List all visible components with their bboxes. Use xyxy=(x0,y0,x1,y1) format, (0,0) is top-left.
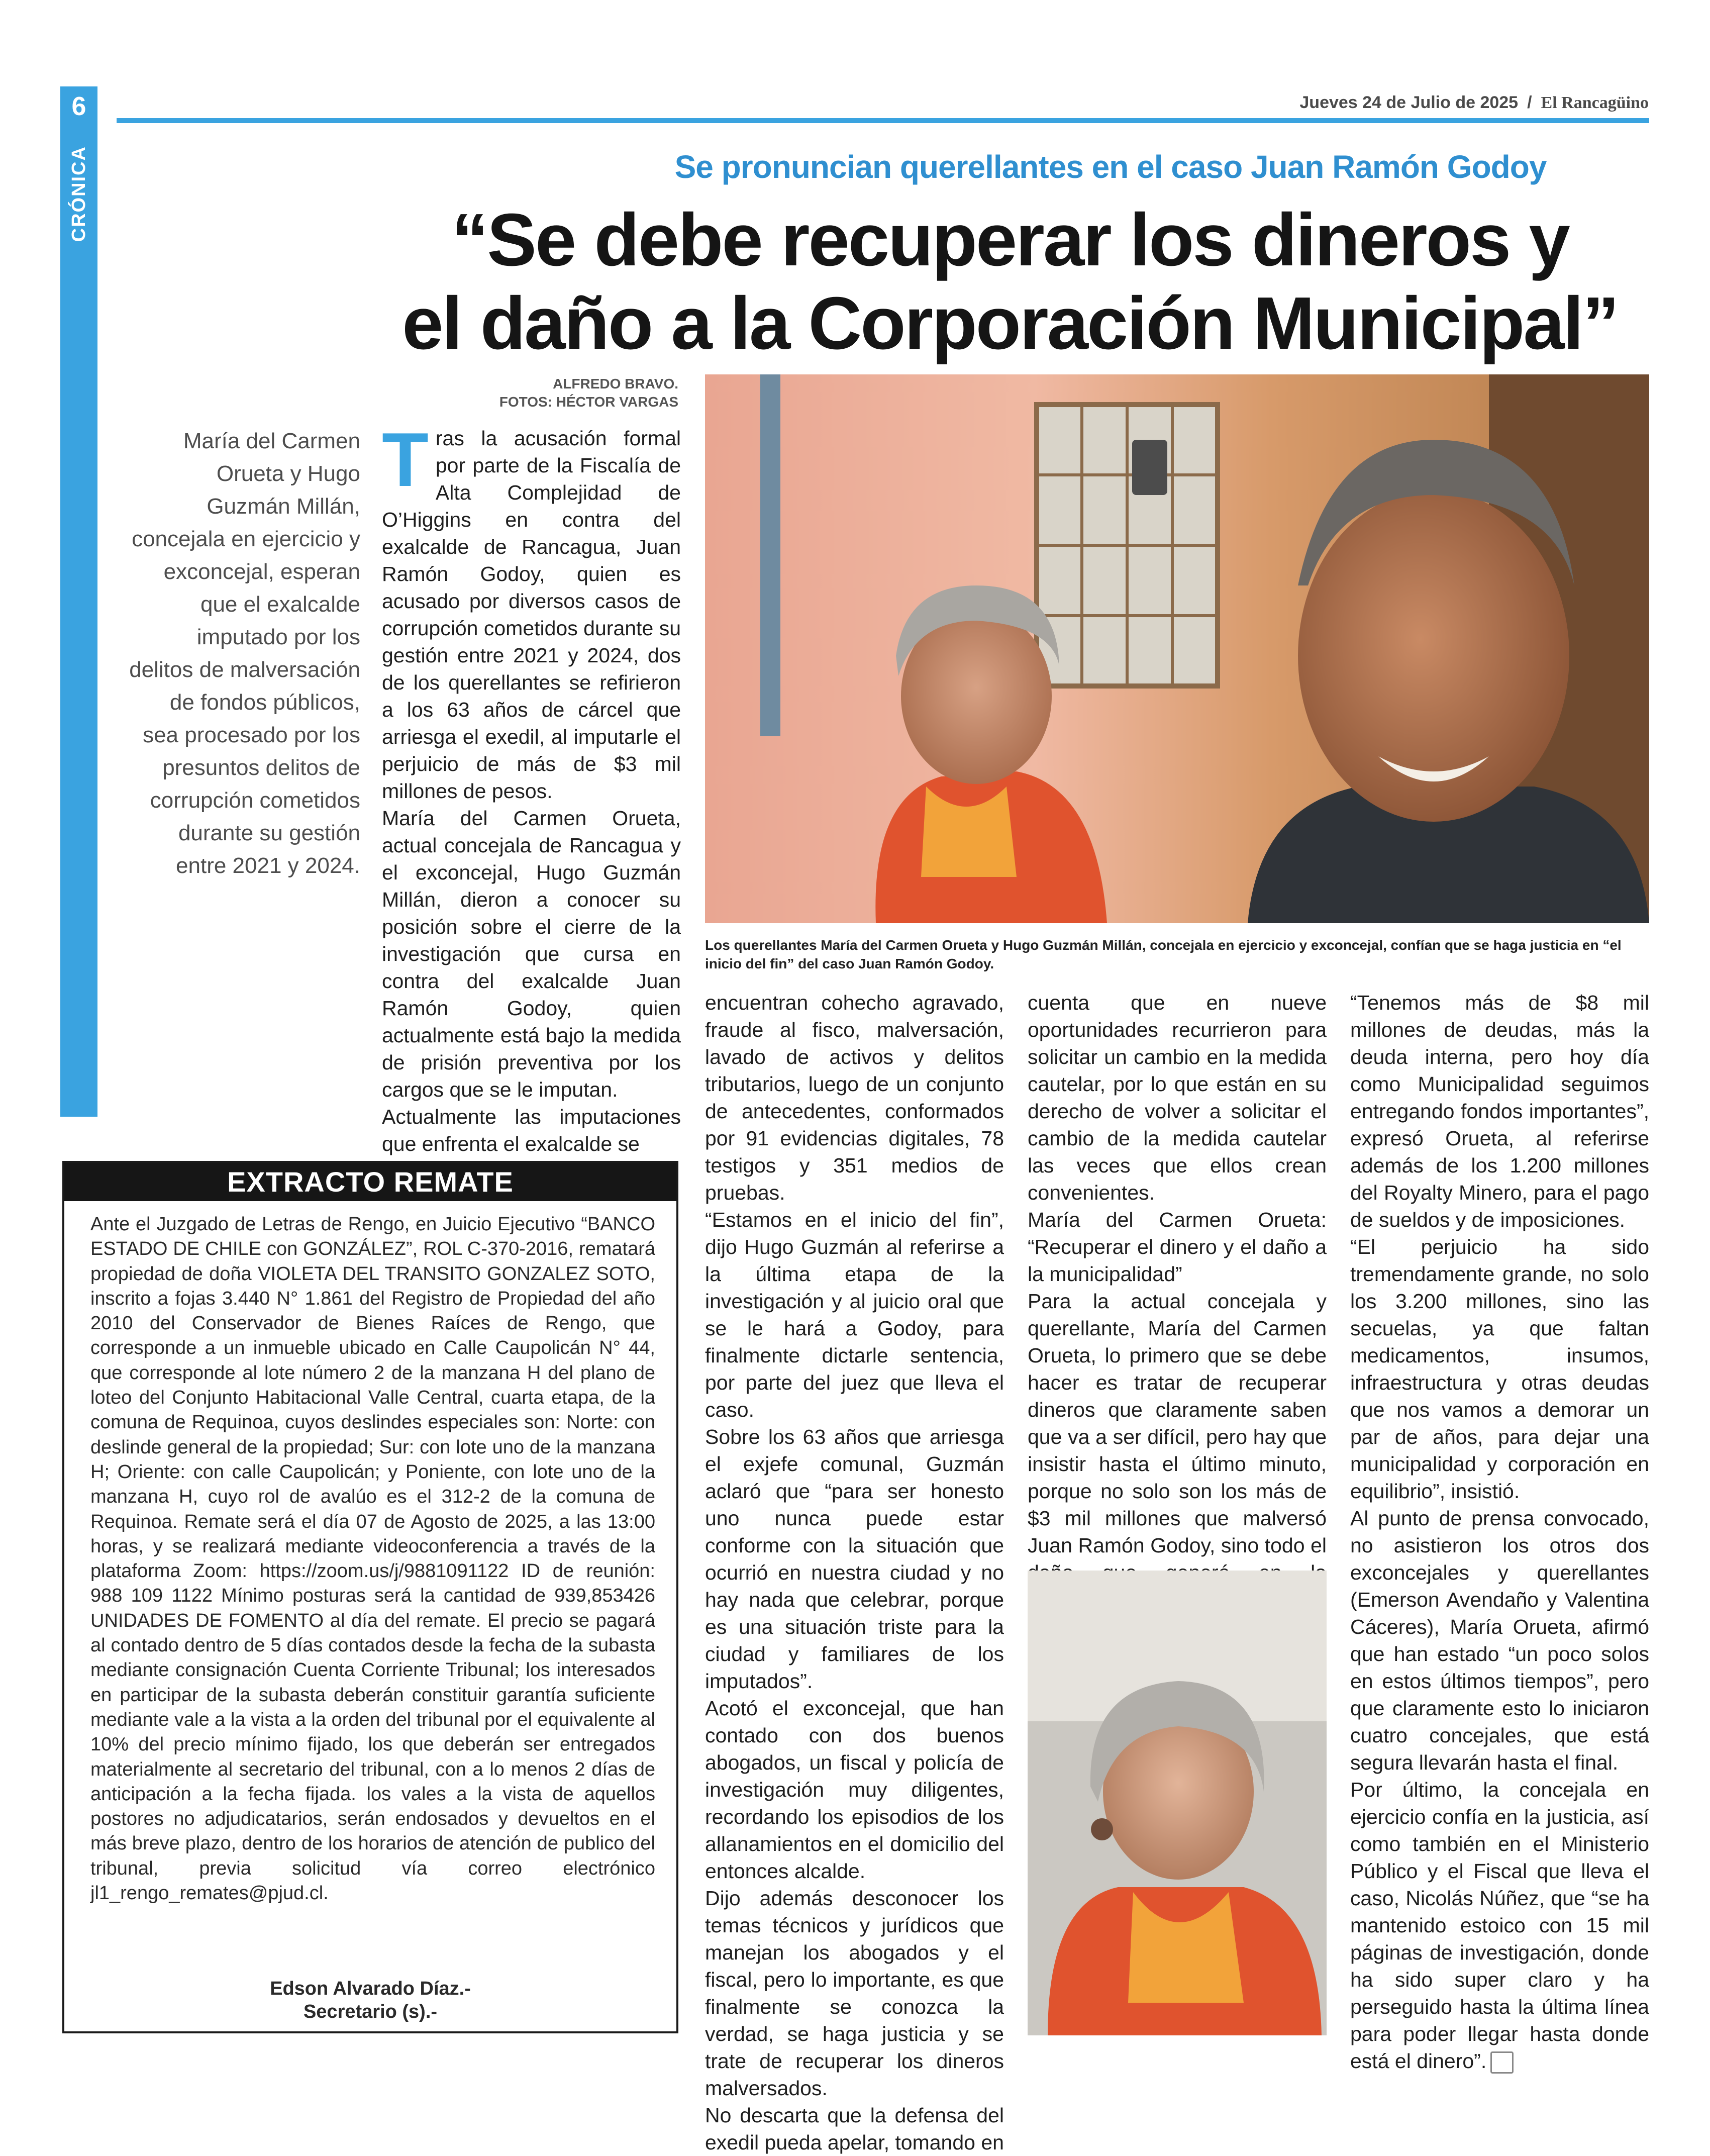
paragraph xyxy=(1350,1776,1649,2075)
paragraph: encuentran cohecho agravado, fraude al fisco, malversación, lavado de activos y delitos tributarios, luego de un conjunto de antecedentes, conformados por 91 evidencias digitales, 78 testigos y 351 medios de pruebas. xyxy=(705,991,1004,1204)
paragraph: cuenta que en nueve oportunidades recurrieron para solicitar un cambio en la medida cautelar, por lo que están en su derecho de volver a solicitar el cambio de la medida cautelar las veces que ellos crean convenientes. xyxy=(1028,991,1327,1204)
subheading: María del Carmen Orueta: “Recuperar el dinero y el daño a la municipalidad” xyxy=(1028,1208,1327,1286)
byline xyxy=(452,375,678,411)
article-column-4 xyxy=(1350,989,1649,2075)
orueta-portrait xyxy=(1028,1571,1327,2035)
paragraph: Sobre los 63 años que arriesga el exjefe comunal, Guzmán aclaró que “para ser honesto uno nunca puede estar conforme con la situación que ocurrió en nuestra ciudad y no hay nada que celebrar, porque es una situación triste para la ciudad y familiares de los imputados”. xyxy=(705,1425,1004,1693)
paragraph: María del Carmen Orueta, actual concejala de Rancagua y el exconcejal, Hugo Guzmán Millán, dieron a conocer su posición sobre el cierre de la investigación que cursa en contra del exalcalde Juan Ramón Godoy, quien actualmente está bajo la medida de prisión preventiva por los cargos que se le imputan. xyxy=(382,807,681,1101)
notice-signature xyxy=(64,1977,676,2023)
end-of-article-icon xyxy=(1490,2051,1514,2074)
paragraph: Acotó el exconcejal, que han contado con dos buenos abogados, un fiscal y policía de investigación muy diligentes, recordando los episodios de los allanamientos en el domicilio del entonces alcalde. xyxy=(705,1697,1004,1883)
newspaper-name: El Rancagüino xyxy=(1541,93,1649,112)
top-rule xyxy=(117,118,1649,123)
headline-line-1: “Se debe recuperar los dineros y xyxy=(451,199,1569,281)
notice-body: Ante el Juzgado de Letras de Rengo, en Juicio Ejecutivo “BANCO ESTADO DE CHILE con GONZÁLEZ”, ROL C-370-2016, rematará propiedad de doña VIOLETA DEL TRANSITO GONZALEZ SOTO, inscrito a fojas 3.440 N° 1.861 del Registro de Propiedad del año 2010 del Conservador de Bienes Raíces de Rengo, que corresponde a un inmueble ubicado en Calle Caupolicán N° 44, que corresponde al lote número 2 de la manzana H del plano de loteo del Conjunto Habitacional Valle Central, cuarta etapa, de la comuna de Requinoa, cuyos deslindes especiales son: Norte: con deslinde general de la propiedad; Sur: con lote uno de la manzana H; Oriente: con calle Caupolicán; y Poniente, con lote uno de la manzana H, cuyo rol de avalúo es el 312-2 de la comuna de Requinoa. Remate será el día 07 de Agosto de 2025, a las 13:00 horas, y se realizará mediante videoconferencia a través de la plataforma Zoom: https://zoom.us/j/9881091122 ID de reunión: 988 109 1122 Mínimo posturas será la cantidad de 939,853426 UNIDADES DE FOMENTO al día del remate. El precio se pagará al contado dentro de 5 días contados desde la fecha de la subasta mediante consignación Cuenta Corriente Tribunal; los interesados en participar de la subasta deberán constituir garantía suficiente mediante vale a la vista a la orden del tribunal por el equivalente al 10% del precio mínimo fijado, los que deberán ser entregados materialmente al secretario del tribunal, con a lo menos 2 días de anticipación a la fecha fijada. los vales a la vista de aquellos postores no adjudicatarios, serán endosados y devueltos en el más breve plazo, dentro de los horarios de atención de publico del tribunal, previa solicitud vía correo electrónico jl1_rengo_remates@pjud.cl. xyxy=(90,1214,655,1904)
paragraph: Al punto de prensa convocado, no asistieron los otros dos exconcejales y querellantes (Emerson Avendaño y Valentina Cáceres), María Orueta, afirmó que han estado “un poco solos en estos últimos tiempos”, pero que claramente esto lo iniciaron cuatro concejales, que está segura llevarán hasta el final. xyxy=(1350,1507,1649,1774)
dateline-separator: / xyxy=(1527,93,1532,112)
article-column-2 xyxy=(705,989,1004,2156)
article-kicker: Se pronuncian querellantes en el caso Juan Ramón Godoy xyxy=(674,149,1547,185)
paragraph-text: Por último, la concejala en ejercicio confía en la justicia, así como también en el Ministerio Público y el Fiscal que lleva el caso, Nicolás Núñez, que “se ha mantenido estoico con 15 mil páginas de investigación, donde ha sido super claro y ha perseguido hasta la última línea para poder llegar hasta donde está el dinero”. xyxy=(1350,1778,1649,2073)
photo-credit: FOTOS: HÉCTOR VARGAS xyxy=(499,394,678,410)
publication-date: Jueves 24 de Julio de 2025 xyxy=(1299,93,1519,112)
signer-role: Secretario (s).- xyxy=(303,2001,438,2022)
article-lead: María del Carmen Orueta y Hugo Guzmán Millán, concejala en ejercicio y exconcejal, esperan que el exalcalde imputado por los delitos de malversación de fondos públicos, sea procesado por los presuntos delitos de corrupción cometidos durante su gestión entre 2021 y 2024. xyxy=(129,429,360,878)
page-number: 6 xyxy=(60,86,97,127)
dateline xyxy=(1299,93,1649,113)
auction-notice xyxy=(62,1161,678,2033)
paragraph: No descarta que la defensa del exedil pueda apelar, tomando en xyxy=(705,2104,1004,2154)
paragraph: Actualmente las imputaciones que enfrenta el exalcalde se xyxy=(382,1105,681,1155)
drop-cap: T xyxy=(382,417,429,503)
signer-name: Edson Alvarado Díaz.- xyxy=(270,1978,471,1999)
section-label xyxy=(60,146,97,297)
article-column-1 xyxy=(382,417,681,1157)
querellantes-photo xyxy=(705,374,1649,923)
main-photo xyxy=(705,374,1649,923)
second-photo xyxy=(1028,1571,1327,2035)
paragraph: “Estamos en el inicio del fin”, dijo Hugo Guzmán al referirse a la última etapa de la investigación y al juicio oral que se le hará a Godoy, para finalmente dictarle sentencia, por parte del juez que lleva el caso. xyxy=(705,1208,1004,1421)
author-credit: ALFREDO BRAVO. xyxy=(553,376,678,391)
paragraph-text: ras la acusación formal por parte de la Fiscalía de Alta Complejidad de O’Higgins en contra del exalcalde de Rancagua, Juan Ramón Godoy, quien es acusado por diversos casos de corrupción cometidos durante su gestión entre 2021 y 2024, dos de los querellantes se refirieron a los 63 años de cárcel que arriesga el exedil, al imputarle el perjuicio de más de $3 mil millones de pesos. xyxy=(382,427,681,803)
paragraph: Dijo además desconocer los temas técnicos y jurídicos que manejan los abogados y el fiscal, pero lo importante, es que finalmente se conozca la verdad, se haga justicia y se trate de recuperar los dineros malversados. xyxy=(705,1887,1004,2100)
paragraph xyxy=(382,417,681,805)
headline-line-2: el daño a la Corporación Municipal” xyxy=(402,282,1618,365)
paragraph: Para la actual concejala y querellante, María del Carmen Orueta, lo primero que se debe hacer es tratar de recuperar dineros que claramente saben que va a ser difícil, pero hay que insistir hasta el último minuto, porque no solo son los más de $3 mil millones que malversó Juan Ramón Godoy, sino todo el xyxy=(1028,1290,1327,1557)
notice-title: EXTRACTO REMATE xyxy=(64,1163,676,1201)
article-column-3 xyxy=(1028,989,1327,1613)
article-headline xyxy=(342,199,1678,365)
section-label-text: CRÓNICA xyxy=(68,146,89,242)
paragraph: “El perjuicio ha sido tremendamente grande, no solo los 3.200 millones, sino las secuelas, ya que faltan medicamentos, insumos, infraestructura y otras deudas que nos vamos a demorar un par de años, para dejar una municipalidad y corporación en equilibrio”, insistió. xyxy=(1350,1235,1649,1503)
photo-caption: Los querellantes María del Carmen Orueta y Hugo Guzmán Millán, concejala en ejercicio y exconcejal, confían que se haga justicia en “el inicio del fin” del caso Juan Ramón Godoy. xyxy=(705,937,1622,971)
paragraph: “Tenemos más de $8 mil millones de deudas, más la deuda interna, pero hoy día como Municipalidad seguimos entregando fondos importantes”, expresó Orueta, al referirse además de los 1.200 millones del Royalty Minero, para el pago de sueldos y de imposiciones. xyxy=(1350,991,1649,1231)
